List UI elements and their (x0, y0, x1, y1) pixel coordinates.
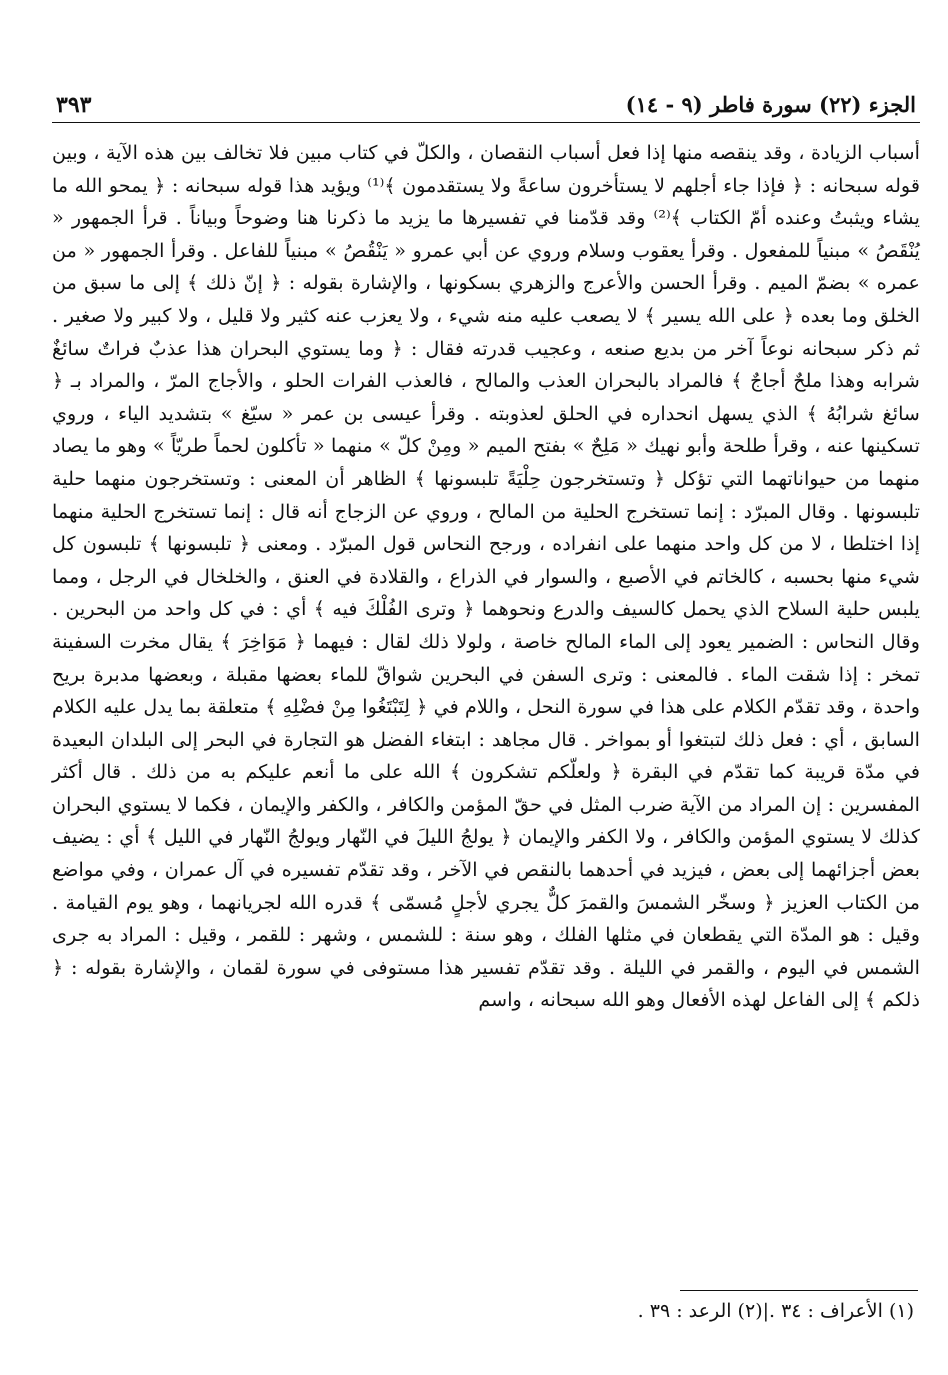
paragraph: أسباب الزيادة ، وقد ينقصه منها إذا فعل أسباب النقصان ، والكلّ في كتاب مبين فلا تخالف بين هذه الآية ، وبين قوله سبحانه : ﴿ فإذا جاء أجلهم لا يستأخرون ساعةً ولا يستقدمون ﴾⁽¹⁾ ويؤيد هذا قوله سبحانه : ﴿ يمحو الله ما يشاء ويثبتُ وعنده أمّ الكتاب ﴾⁽²⁾ وقد قدّمنا في تفسيرها ما يزيد ما ذكرنا هنا وضوحاً وبياناً . قرأ الجمهور « يُنْقَصُ » مبنياً للمفعول . وقرأ يعقوب وسلام وروي عن أبي عمرو « يَنْقُصُ » مبنياً للفاعل . وقرأ الجمهور « من عمره » بضمّ الميم . وقرأ الحسن والأعرج والزهري بسكونها ، والإشارة بقوله : ﴿ إنّ ذلك ﴾ إلى ما سبق من الخلق وما بعده ﴿ على الله يسير ﴾ لا يصعب عليه منه شيء ، ولا يعزب عنه كثير ولا قليل ، ولا كبير ولا صغير . ثم ذكر سبحانه نوعاً آخر من بديع صنعه ، وعجيب قدرته فقال : ﴿ وما يستوي البحران هذا عذبٌ فراتٌ سائغٌ شرابه وهذا ملحٌ أجاجٌ ﴾ فالمراد بالبحران العذب والمالح ، فالعذب الفرات الحلو ، والأجاج المرّ ، والمراد بـ ﴿ سائغ شرابُهُ ﴾ الذي يسهل انحداره في الحلق لعذوبته . وقرأ عيسى بن عمر « سيّغ » بتشديد الياء ، وروي تسكينها عنه ، وقرأ طلحة وأبو نهيك « مَلِحٌ » بفتح الميم « ومِنْ كلّ » منهما « تأكلون لحماً طريّاً » وهو ما يصاد منهما من حيواناتهما التي تؤكل ﴿ وتستخرجون حِلْيَةً تلبسونها ﴾ الظاهر أن المعنى : وتستخرجون منهما حلية تلبسونها . وقال المبرّد : إنما تستخرج الحلية من المالح ، وروي عن الزجاج أنه قال : إنما تستخرج الحلية منهما إذا اختلطا ، لا من كل واحد منهما على انفراده ، ورجح النحاس قول المبرّد . ومعنى ﴿ تلبسونها ﴾ تلبسون كل شيء منها بحسبه ، كالخاتم في الأصبع ، والسوار في الذراع ، والقلادة في العنق ، والخلخال في الرجل ، ومما يلبس حلية السلاح الذي يحمل كالسيف والدرع ونحوهما ﴿ وترى الفُلْكَ فيه ﴾ أي : في كل واحد من البحرين . وقال النحاس : الضمير يعود إلى الماء المالح خاصة ، ولولا ذلك لقال : فيهما ﴿ مَوَاخِرَ ﴾ يقال مخرت السفينة تمخر : إذا شقت الماء . فالمعنى : وترى السفن في البحرين شواقّ للماء بعضها مقبلة ، وبعضها مدبرة بريح واحدة ، وقد تقدّم الكلام على هذا في سورة النحل ، واللام في ﴿ لِتَبْتَغُوا مِنْ فضْلِهِ ﴾ متعلقة بما يدل عليه الكلام السابق ، أي : فعل ذلك لتبتغوا أو بمواخر . قال مجاهد : ابتغاء الفضل هو التجارة في البحر إلى البلدان البعيدة في مدّة قريبة كما تقدّم في البقرة ﴿ ولعلّكم تشكرون ﴾ الله على ما أنعم عليكم به من ذلك . قال أكثر المفسرين : إن المراد من الآية ضرب المثل في حقّ المؤمن والكافر ، والكفر والإيمان ، فكما لا يستوي البحران كذلك لا يستوي المؤمن والكافر ، ولا الكفر والإيمان ﴿ يولجُ الليلَ في النّهار ويولجُ النّهار في الليل ﴾ أي : يضيف بعض أجزائهما إلى بعض ، فيزيد في أحدهما بالنقص في الآخر ، وقد تقدّم تفسيره في آل عمران ، وفي مواضع من الكتاب العزيز ﴿ وسخّر الشمسَ والقمرَ كلٌّ يجري لأجلٍ مُسمّى ﴾ قدره الله لجريانهما ، وهو يوم القيامة . وقيل : هو المدّة التي يقطعان في مثلها الفلك ، وهو سنة : للشمس ، وشهر : للقمر ، وقيل : المراد به جرى الشمس في اليوم ، والقمر في الليلة . وقد تقدّم تفسير هذا مستوفى في سورة لقمان ، والإشارة بقوله : ﴿ ذلكم ﴾ إلى الفاعل لهذه الأفعال وهو الله سبحانه ، واسم (52, 141, 920, 1012)
footnotes (52, 1290, 920, 1325)
book-page (52, 92, 920, 1017)
page-number: ٣٩٣ (56, 92, 92, 118)
running-header (52, 92, 920, 123)
footnote-line: (١) الأعراف : ٣٤ .|(٢) الرعد : ٣٩ . (637, 1300, 914, 1322)
body-text (52, 137, 920, 1017)
running-title: الجزء (٢٢) سورة فاطر (٩ - ١٤) (625, 92, 916, 117)
footnote-rule (680, 1290, 918, 1291)
